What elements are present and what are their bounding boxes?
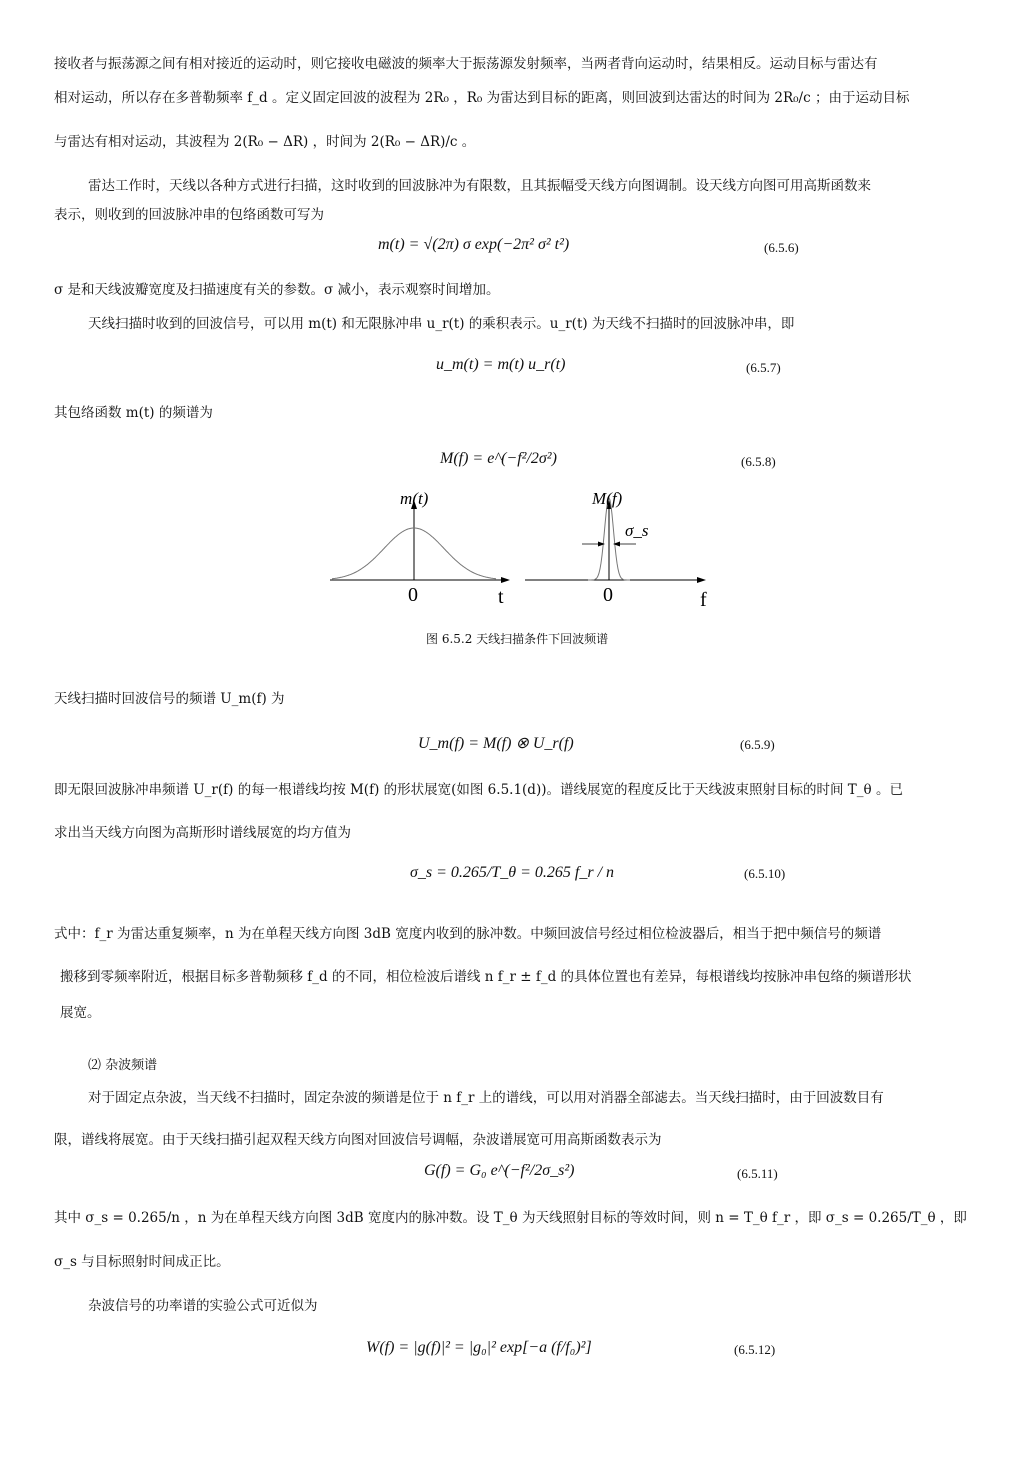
- equation-6-5-7: u_m(t) = m(t) u_r(t): [436, 356, 566, 373]
- sigma-label: σ_s: [625, 521, 649, 540]
- eqnum-6-5-11: (6.5.11): [737, 1166, 778, 1181]
- figure-caption: 图 6.5.2 天线扫描条件下回波频谱: [426, 632, 609, 646]
- equation-6-5-8: M(f) = e^(−f²/2σ²): [440, 450, 557, 467]
- p7-line1: 即无限回波脉冲串频谱 U_r(f) 的每一根谱线均按 M(f) 的形状展宽(如图 6.5.1(d))。谱线展宽的程度反比于天线波束照射目标的时间 T_θ 。已: [54, 782, 903, 798]
- eqnum-6-5-7: (6.5.7): [746, 360, 781, 375]
- eqnum-6-5-6: (6.5.6): [764, 240, 799, 255]
- right-label: M(f): [592, 489, 623, 508]
- eqnum-6-5-8: (6.5.8): [741, 454, 776, 469]
- sigma-arrow-right: [613, 542, 620, 547]
- p8-line3: 展宽。: [60, 1005, 101, 1021]
- sigma-arrow-left: [598, 542, 605, 547]
- left-axis-label: t: [498, 586, 504, 608]
- equation-6-5-10: σ_s = 0.265/T_θ = 0.265 f_r / n: [410, 864, 615, 881]
- p6: 天线扫描时回波信号的频谱 U_m(f) 为: [54, 691, 285, 707]
- p10-line1: 其中 σ_s = 0.265/n ，n 为在单程天线方向图 3dB 宽度内的脉冲数。设 T_θ 为天线照射目标的等效时间，则 n = T_θ f_r ，即 σ_s = 0.265/T_θ ，即: [54, 1210, 967, 1226]
- left-x-arrow: [501, 577, 510, 583]
- right-x-arrow: [697, 577, 706, 583]
- left-label: m(t): [400, 489, 429, 508]
- p1-line1: 接收者与振荡源之间有相对接近的运动时，则它接收电磁波的频率大于振荡源发射频率，当两者背向运动时，结果相反。运动目标与雷达有: [54, 56, 878, 72]
- equation-6-5-6: m(t) = √(2π) σ exp(−2π² σ² t²): [378, 236, 570, 253]
- p3: σ 是和天线波瓣宽度及扫描速度有关的参数。σ 减小，表示观察时间增加。: [54, 282, 500, 298]
- p5: 其包络函数 m(t) 的频谱为: [54, 405, 213, 421]
- p4: 天线扫描时收到的回波信号，可以用 m(t) 和无限脉冲串 u_r(t) 的乘积表示。u_r(t) 为天线不扫描时的回波脉冲串，即: [88, 316, 795, 332]
- eqnum-6-5-12: (6.5.12): [734, 1342, 776, 1357]
- p7-line2: 求出当天线方向图为高斯形时谱线展宽的均方值为: [54, 825, 351, 841]
- eqnum-6-5-10: (6.5.10): [744, 866, 786, 881]
- p9-line1: 对于固定点杂波，当天线不扫描时，固定杂波的频谱是位于 n f_r 上的谱线，可以用对消器全部滤去。当天线扫描时，由于回波数目有: [88, 1090, 884, 1106]
- p11: 杂波信号的功率谱的实验公式可近似为: [88, 1298, 318, 1314]
- right-zero: 0: [603, 584, 613, 606]
- figure-spectrum: [320, 480, 720, 615]
- section-heading: ⑵ 杂波频谱: [88, 1058, 158, 1073]
- right-axis-label: f: [700, 589, 707, 611]
- left-zero: 0: [408, 584, 418, 606]
- equation-6-5-11: G(f) = G₀ e^(−f²/2σ_s²): [424, 1162, 575, 1179]
- p8-line2: 搬移到零频率附近，根据目标多普勒频移 f_d 的不同，相位检波后谱线 n f_r ± f_d 的具体位置也有差异，每根谱线均按脉冲串包络的频谱形状: [60, 969, 912, 985]
- p2-line2: 表示，则收到的回波脉冲串的包络函数可写为: [54, 207, 324, 223]
- p2-line1: 雷达工作时，天线以各种方式进行扫描，这时收到的回波脉冲为有限数，且其振幅受天线方向图调制。设天线方向图可用高斯函数来: [88, 178, 871, 194]
- p8-line1: 式中：f_r 为雷达重复频率，n 为在单程天线方向图 3dB 宽度内收到的脉冲数。中频回波信号经过相位检波器后，相当于把中频信号的频谱: [54, 926, 882, 942]
- p1-line3: 与雷达有相对运动，其波程为 2(R₀ − ΔR) ，时间为 2(R₀ − ΔR)/c 。: [54, 134, 476, 150]
- p10-line2: σ_s 与目标照射时间成正比。: [54, 1254, 230, 1270]
- p1-line2: 相对运动，所以存在多普勒频率 f_d 。定义固定回波的波程为 2R₀ ，R₀ 为雷达到目标的距离，则回波到达雷达的时间为 2R₀/c ；由于运动目标: [54, 90, 910, 106]
- equation-6-5-9: U_m(f) = M(f) ⊗ U_r(f): [418, 735, 574, 752]
- eqnum-6-5-9: (6.5.9): [740, 737, 775, 752]
- equation-6-5-12: W(f) = |g(f)|² = |g₀|² exp[−a (f/f₀)²]: [366, 1339, 592, 1356]
- p9-line2: 限，谱线将展宽。由于天线扫描引起双程天线方向图对回波信号调幅，杂波谱展宽可用高斯函数表示为: [54, 1132, 662, 1148]
